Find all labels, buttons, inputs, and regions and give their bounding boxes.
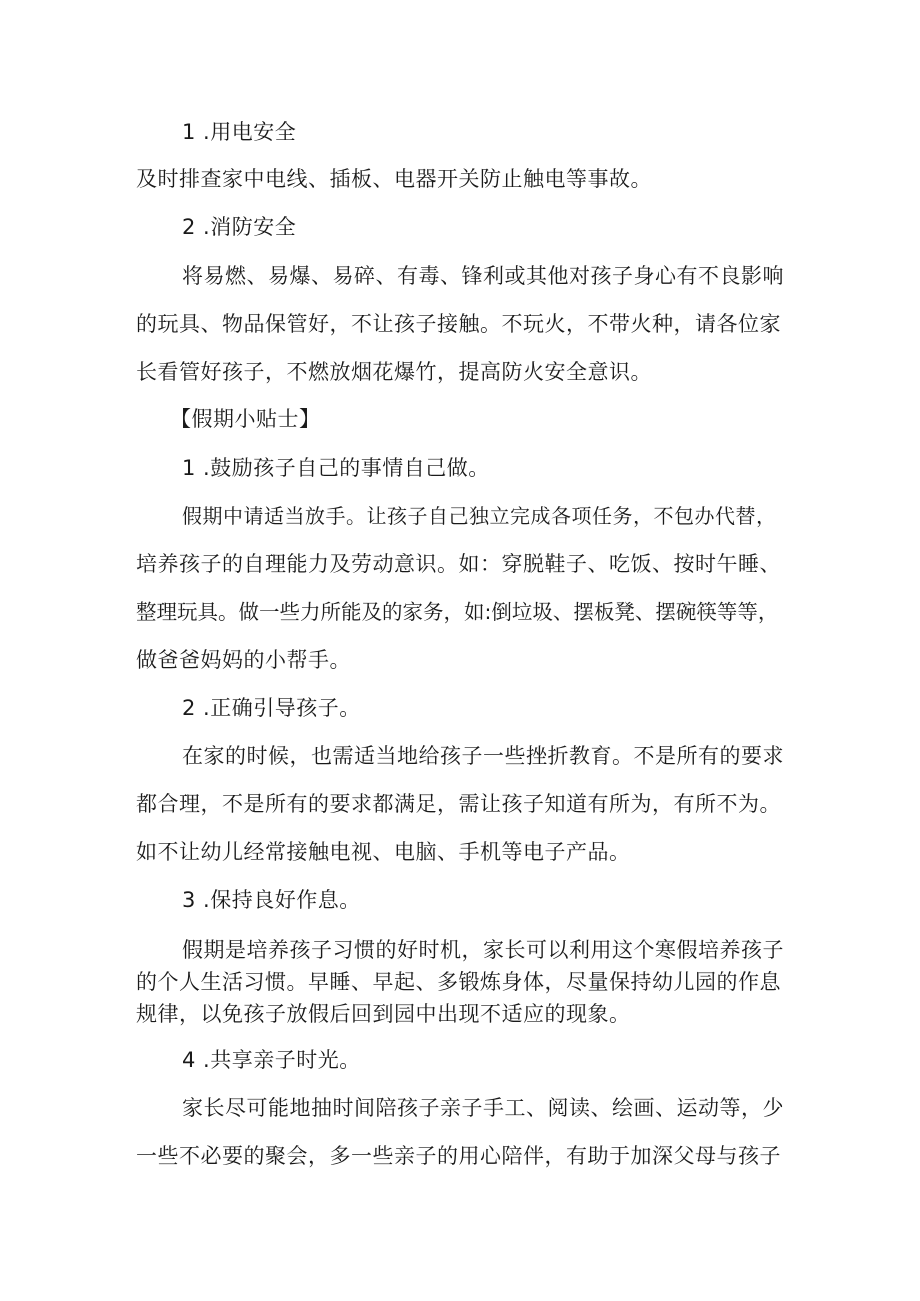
paragraph-line: 将易燃、易爆、易碎、有毒、锋利或其他对孩子身心有不良影响 [182, 264, 784, 288]
paragraph-line: 培养孩子的自理能力及劳动意识。如：穿脱鞋子、吃饭、按时午睡、 [136, 552, 781, 576]
paragraph-line: 假期是培养孩子习惯的好时机，家长可以利用这个寒假培养孩子 [182, 938, 784, 962]
tips-heading: 【假期小贴士】 [170, 407, 321, 431]
tip-title-2: 2 .正确引导孩子。 [182, 696, 361, 720]
paragraph-line: 长看管好孩子，不燃放烟花爆竹，提高防火安全意识。 [136, 360, 652, 384]
paragraph-line: 在家的时候，也需适当地给孩子一些挫折教育。不是所有的要求 [182, 744, 784, 768]
paragraph-line: 的玩具、物品保管好，不让孩子接触。不玩火，不带火种，请各位家 [136, 312, 781, 336]
paragraph-line: 假期中请适当放手。让孩子自己独立完成各项任务，不包办代替， [182, 504, 777, 528]
paragraph-line: 家长尽可能地抽时间陪孩子亲子手工、阅读、绘画、运动等，少 [182, 1096, 784, 1120]
paragraph-line: 规律，以免孩子放假后回到园中出现不适应的现象。 [136, 1002, 631, 1026]
tip-title-3: 3 .保持良好作息。 [182, 888, 361, 912]
paragraph-line: 都合理，不是所有的要求都满足，需让孩子知道有所为，有所不为。 [136, 792, 781, 816]
paragraph-line: 一些不必要的聚会，多一些亲子的用心陪伴，有助于加深父母与孩子 [136, 1144, 781, 1168]
paragraph-line: 做爸爸妈妈的小帮手。 [136, 648, 351, 672]
paragraph-line: 整理玩具。做一些力所能及的家务，如:倒垃圾、摆板凳、摆碗筷等等， [136, 600, 779, 624]
section-title-electric-safety: 1 .用电安全 [182, 120, 297, 144]
paragraph-line: 的个人生活习惯。早睡、早起、多锻炼身体，尽量保持幼儿园的作息 [136, 970, 781, 994]
tip-title-1: 1 .鼓励孩子自己的事情自己做。 [182, 456, 490, 480]
paragraph-line: 及时排查家中电线、插板、电器开关防止触电等事故。 [136, 167, 652, 191]
section-title-fire-safety: 2 .消防安全 [182, 215, 297, 239]
tip-title-4: 4 .共享亲子时光。 [182, 1048, 361, 1072]
paragraph-line: 如不让幼儿经常接触电视、电脑、手机等电子产品。 [136, 840, 631, 864]
